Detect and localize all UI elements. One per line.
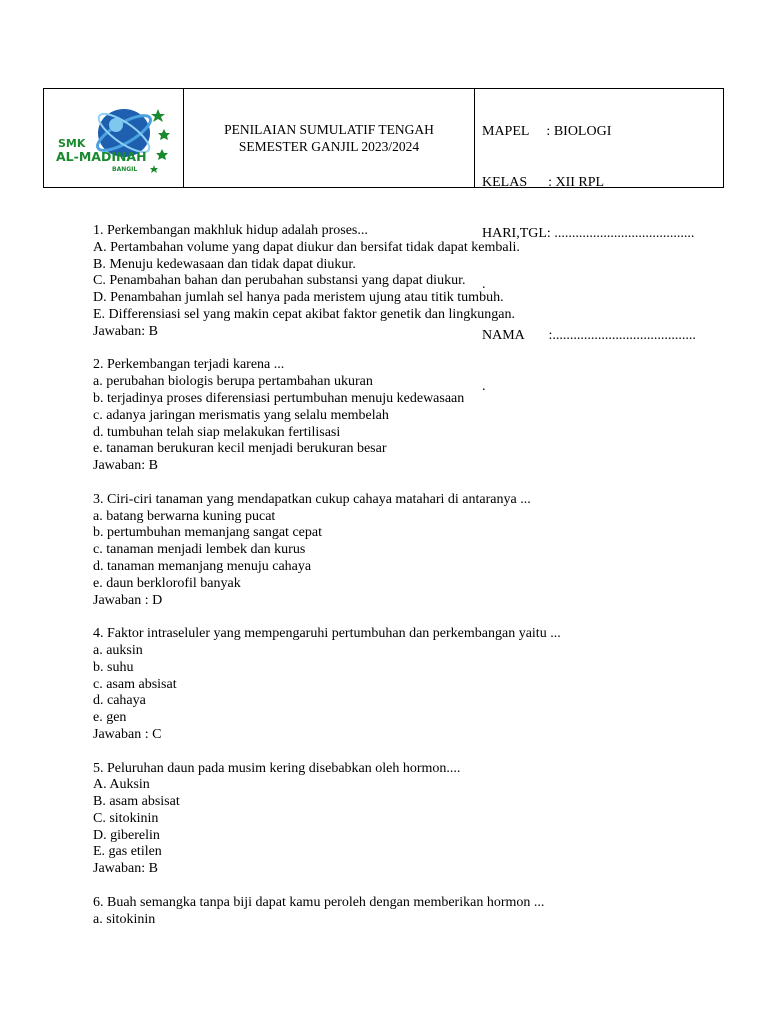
info-hari-tgl: HARI,TGL: ........................................	[482, 226, 695, 241]
answer-option: C. sitokinin	[93, 810, 159, 826]
answer-option: B. asam absisat	[93, 794, 180, 810]
answer-option: b. suhu	[93, 659, 134, 675]
info-kelas: KELAS : XII RPL	[482, 175, 605, 190]
answer-option: e. gen	[93, 710, 127, 726]
question-block	[93, 895, 723, 929]
answer-option: d. cahaya	[93, 693, 146, 709]
exam-title-cell	[184, 89, 475, 187]
answer-option: C. Penambahan bahan dan perubahan substansi yang dapat diukur.	[93, 273, 466, 289]
question-text: 2. Perkembangan terjadi karena ...	[93, 357, 285, 373]
answer-option: a. sitokinin	[93, 911, 156, 927]
info-hari-tgl-cont: .	[482, 277, 486, 292]
info-mapel: MAPEL : BIOLOGI	[482, 124, 612, 139]
answer-option: A. Auksin	[93, 777, 150, 793]
question-text: 6. Buah semangka tanpa biji dapat kamu peroleh dengan memberikan hormon ...	[93, 894, 545, 910]
answer-option: D. Penambahan jumlah sel hanya pada meristem ujung atau titik tumbuh.	[93, 290, 504, 306]
answer-option: D. giberelin	[93, 827, 160, 843]
answer-option: a. perubahan biologis berupa pertambahan ukuran	[93, 374, 373, 390]
question-block	[93, 357, 723, 475]
answer-key: Jawaban: B	[93, 861, 158, 877]
answer-key: Jawaban : C	[93, 726, 162, 742]
question-text: 3. Ciri-ciri tanaman yang mendapatkan cukup cahaya matahari di antaranya ...	[93, 491, 531, 507]
answer-key: Jawaban : D	[93, 592, 163, 608]
question-text: 4. Faktor intraseluler yang mempengaruhi pertumbuhan dan perkembangan yaitu ...	[93, 626, 561, 642]
question-block	[93, 223, 723, 341]
question-block	[93, 761, 723, 879]
answer-option: c. tanaman menjadi lembek dan kurus	[93, 542, 306, 558]
exam-info-cell	[475, 89, 723, 394]
exam-title-line1: PENILAIAN SUMULATIF TENGAH	[224, 122, 434, 137]
info-nama-cont: .	[482, 379, 486, 394]
logo-cell	[44, 89, 184, 187]
answer-option: E. Differensiasi sel yang makin cepat akibat faktor genetik dan lingkungan.	[93, 306, 515, 322]
svg-text:BANGIL: BANGIL	[112, 166, 138, 173]
answer-option: d. tumbuhan telah siap melakukan fertilisasi	[93, 424, 341, 440]
answer-option: c. adanya jaringan merismatis yang selalu membelah	[93, 407, 389, 423]
answer-key: Jawaban: B	[93, 458, 158, 474]
question-block	[93, 626, 723, 744]
question-text: 5. Peluruhan daun pada musim kering disebabkan oleh hormon....	[93, 760, 461, 776]
question-block	[93, 492, 723, 610]
question-list	[93, 223, 723, 945]
answer-option: c. asam absisat	[93, 676, 177, 692]
svg-text:AL-MADINAH: AL-MADINAH	[56, 149, 147, 164]
answer-key: Jawaban: B	[93, 323, 158, 339]
info-nama: NAMA :.........................................	[482, 328, 696, 343]
answer-option: a. batang berwarna kuning pucat	[93, 508, 276, 524]
answer-option: e. daun berklorofil banyak	[93, 575, 241, 591]
answer-option: A. Pertambahan volume yang dapat diukur dan bersifat tidak dapat kembali.	[93, 239, 520, 255]
answer-option: e. tanaman berukuran kecil menjadi berukuran besar	[93, 441, 387, 457]
exam-title-line2: SEMESTER GANJIL 2023/2024	[238, 139, 420, 154]
answer-option: d. tanaman memanjang menuju cahaya	[93, 558, 312, 574]
answer-option: b. pertumbuhan memanjang sangat cepat	[93, 525, 322, 541]
question-text: 1. Perkembangan makhluk hidup adalah proses...	[93, 223, 368, 238]
answer-option: B. Menuju kedewasaan dan tidak dapat diukur.	[93, 256, 356, 272]
svg-text:SMK: SMK	[58, 137, 86, 150]
answer-option: b. terjadinya proses diferensiasi pertumbuhan menuju kedewasaan	[93, 390, 465, 406]
answer-option: a. auksin	[93, 642, 143, 658]
answer-option: E. gas etilen	[93, 844, 162, 860]
